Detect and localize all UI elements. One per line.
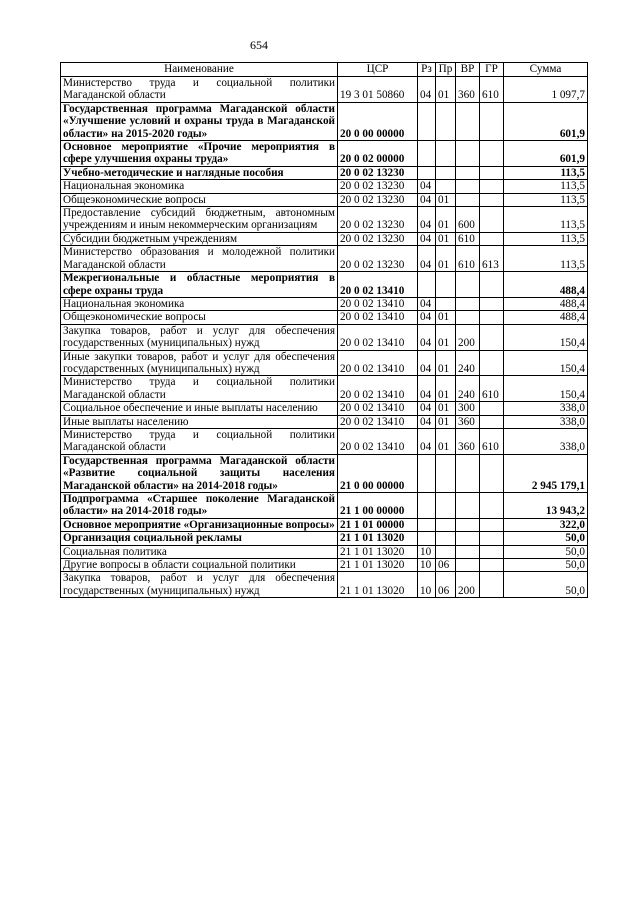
cell-pr: 01 [436,232,456,245]
cell-csr: 20 0 02 13230 [338,246,418,272]
cell-csr: 20 0 02 13230 [338,166,418,179]
cell-csr: 19 3 01 50860 [338,77,418,103]
cell-vr [456,518,480,531]
cell-vr: 360 [456,428,480,454]
cell-pr: 01 [436,350,456,376]
table-row [61,572,588,598]
cell-sum: 488,4 [504,272,588,298]
cell-pr [436,297,456,310]
cell-gr [480,272,504,298]
cell-gr [480,102,504,140]
cell-sum: 50,0 [504,532,588,545]
cell-pr [436,545,456,558]
cell-gr [480,141,504,167]
cell-sum: 150,4 [504,324,588,350]
cell-csr: 20 0 02 13410 [338,428,418,454]
cell-rz: 10 [418,572,436,598]
cell-gr [480,532,504,545]
table-row [61,428,588,454]
cell-name: Общеэкономические вопросы [61,193,338,206]
cell-sum: 1 097,7 [504,77,588,103]
cell-vr: 360 [456,415,480,428]
cell-gr: 613 [480,246,504,272]
cell-name: Подпрограмма «Старшее поколение Магаданской области» на 2014-2018 годы» [61,493,338,519]
cell-vr [456,141,480,167]
cell-pr [436,272,456,298]
cell-name: Государственная программа Магаданской области «Улучшение условий и охраны труда в Магаданской области» на 2015-2020 годы» [61,102,338,140]
header-vr: ВР [456,63,480,77]
cell-rz: 04 [418,246,436,272]
cell-rz [418,454,436,492]
cell-pr: 01 [436,77,456,103]
cell-name: Министерство труда и социальной политики Магаданской области [61,428,338,454]
cell-name: Закупка товаров, работ и услуг для обеспечения государственных (муниципальных) нужд [61,324,338,350]
cell-gr [480,311,504,324]
cell-csr: 20 0 02 00000 [338,141,418,167]
cell-name: Общеэкономические вопросы [61,311,338,324]
cell-rz [418,532,436,545]
cell-rz [418,141,436,167]
table-row [61,246,588,272]
table-row [61,207,588,233]
cell-gr [480,415,504,428]
cell-rz: 04 [418,232,436,245]
cell-sum: 322,0 [504,518,588,531]
cell-rz [418,518,436,531]
cell-gr [480,166,504,179]
cell-csr: 21 1 01 13020 [338,545,418,558]
cell-name: Иные закупки товаров, работ и услуг для обеспечения государственных (муниципальных) нужд [61,350,338,376]
cell-sum: 338,0 [504,415,588,428]
cell-vr [456,193,480,206]
cell-vr: 610 [456,246,480,272]
cell-name: Субсидии бюджетным учреждениям [61,232,338,245]
table-row [61,493,588,519]
cell-vr: 360 [456,77,480,103]
cell-vr: 610 [456,232,480,245]
cell-pr: 01 [436,324,456,350]
cell-name: Национальная экономика [61,297,338,310]
cell-csr: 20 0 02 13410 [338,402,418,415]
cell-gr [480,297,504,310]
cell-pr [436,532,456,545]
cell-vr [456,493,480,519]
cell-csr: 20 0 02 13230 [338,180,418,193]
cell-sum: 113,5 [504,207,588,233]
budget-table [60,62,588,598]
cell-vr [456,532,480,545]
cell-name: Межрегиональные и областные мероприятия в сфере охраны труда [61,272,338,298]
cell-csr: 21 1 01 13020 [338,559,418,572]
cell-name: Другие вопросы в области социальной политики [61,559,338,572]
cell-gr [480,232,504,245]
cell-sum: 601,9 [504,141,588,167]
cell-sum: 601,9 [504,102,588,140]
cell-csr: 20 0 02 13410 [338,272,418,298]
cell-gr [480,193,504,206]
cell-vr: 600 [456,207,480,233]
cell-sum: 113,5 [504,180,588,193]
cell-vr: 240 [456,376,480,402]
cell-rz: 10 [418,545,436,558]
cell-pr: 01 [436,207,456,233]
cell-rz [418,102,436,140]
cell-rz: 04 [418,376,436,402]
cell-pr [436,166,456,179]
cell-rz: 04 [418,324,436,350]
cell-vr [456,180,480,193]
table-header-row [61,63,588,77]
cell-csr: 20 0 02 13410 [338,376,418,402]
cell-rz: 04 [418,350,436,376]
cell-csr: 21 1 01 13020 [338,572,418,598]
cell-name: Организация социальной рекламы [61,532,338,545]
cell-name: Государственная программа Магаданской области «Развитие социальной защиты населения Магаданской области» на 2014-2018 годы» [61,454,338,492]
cell-sum: 488,4 [504,297,588,310]
header-rz: Рз [418,63,436,77]
cell-vr [456,545,480,558]
cell-csr: 20 0 02 13410 [338,415,418,428]
cell-rz: 04 [418,180,436,193]
table-row [61,454,588,492]
cell-sum: 150,4 [504,350,588,376]
table-row [61,532,588,545]
cell-sum: 150,4 [504,376,588,402]
cell-pr [436,141,456,167]
cell-pr [436,493,456,519]
header-gr: ГР [480,63,504,77]
cell-vr [456,454,480,492]
cell-pr: 01 [436,246,456,272]
cell-vr [456,272,480,298]
cell-pr: 01 [436,402,456,415]
table-row [61,272,588,298]
cell-name: Министерство труда и социальной политики Магаданской области [61,376,338,402]
cell-rz: 04 [418,297,436,310]
cell-name: Основное мероприятие «Прочие мероприятия в сфере улучшения охраны труда» [61,141,338,167]
cell-vr [456,297,480,310]
cell-rz [418,166,436,179]
cell-sum: 338,0 [504,428,588,454]
cell-pr [436,102,456,140]
cell-sum: 488,4 [504,311,588,324]
table-row [61,311,588,324]
cell-name: Закупка товаров, работ и услуг для обеспечения государственных (муниципальных) нужд [61,572,338,598]
cell-rz: 04 [418,428,436,454]
cell-rz: 04 [418,207,436,233]
cell-name: Национальная экономика [61,180,338,193]
cell-vr: 200 [456,324,480,350]
cell-rz: 04 [418,77,436,103]
cell-sum: 50,0 [504,559,588,572]
cell-rz: 04 [418,415,436,428]
cell-vr: 200 [456,572,480,598]
table-row [61,193,588,206]
cell-name: Социальное обеспечение и иные выплаты населению [61,402,338,415]
table-row [61,350,588,376]
header-csr: ЦСР [338,63,418,77]
cell-gr [480,559,504,572]
cell-pr [436,454,456,492]
cell-vr [456,559,480,572]
cell-gr [480,180,504,193]
cell-csr: 21 1 01 13020 [338,532,418,545]
table-row [61,232,588,245]
cell-pr [436,180,456,193]
cell-vr [456,166,480,179]
cell-gr [480,207,504,233]
cell-csr: 20 0 02 13230 [338,232,418,245]
cell-pr: 01 [436,428,456,454]
cell-rz: 04 [418,402,436,415]
cell-csr: 20 0 02 13410 [338,324,418,350]
cell-rz [418,493,436,519]
table-row [61,141,588,167]
table-row [61,166,588,179]
cell-csr: 20 0 00 00000 [338,102,418,140]
cell-gr [480,402,504,415]
cell-gr [480,324,504,350]
cell-csr: 20 0 02 13410 [338,311,418,324]
cell-sum: 50,0 [504,572,588,598]
table-row [61,415,588,428]
cell-gr: 610 [480,77,504,103]
cell-pr: 01 [436,376,456,402]
cell-pr: 01 [436,311,456,324]
cell-gr: 610 [480,428,504,454]
cell-vr [456,311,480,324]
cell-name: Министерство труда и социальной политики Магаданской области [61,77,338,103]
table-row [61,559,588,572]
cell-gr [480,545,504,558]
cell-gr: 610 [480,376,504,402]
cell-csr: 20 0 02 13410 [338,297,418,310]
table-row [61,545,588,558]
cell-sum: 113,5 [504,166,588,179]
cell-name: Основное мероприятие «Организационные вопросы» [61,518,338,531]
cell-vr: 300 [456,402,480,415]
cell-name: Учебно-методические и наглядные пособия [61,166,338,179]
header-pr: Пр [436,63,456,77]
cell-name: Предоставление субсидий бюджетным, автономным учреждениям и иным некоммерческим организациям [61,207,338,233]
cell-csr: 21 1 00 00000 [338,493,418,519]
table-row [61,376,588,402]
cell-gr [480,350,504,376]
cell-pr [436,518,456,531]
cell-rz: 04 [418,311,436,324]
cell-sum: 2 945 179,1 [504,454,588,492]
cell-name: Иные выплаты населению [61,415,338,428]
table-row [61,324,588,350]
cell-sum: 13 943,2 [504,493,588,519]
cell-rz [418,272,436,298]
cell-pr: 06 [436,572,456,598]
cell-vr [456,102,480,140]
cell-sum: 113,5 [504,246,588,272]
header-sum: Сумма [504,63,588,77]
cell-gr [480,572,504,598]
header-name: Наименование [61,63,338,77]
cell-sum: 113,5 [504,193,588,206]
cell-sum: 50,0 [504,545,588,558]
cell-csr: 20 0 02 13410 [338,350,418,376]
cell-pr: 01 [436,193,456,206]
cell-csr: 20 0 02 13230 [338,193,418,206]
cell-rz: 04 [418,193,436,206]
table-row [61,180,588,193]
cell-csr: 20 0 02 13230 [338,207,418,233]
table-row [61,77,588,103]
cell-gr [480,518,504,531]
cell-rz: 10 [418,559,436,572]
cell-sum: 338,0 [504,402,588,415]
cell-csr: 21 0 00 00000 [338,454,418,492]
cell-vr: 240 [456,350,480,376]
cell-sum: 113,5 [504,232,588,245]
table-row [61,402,588,415]
cell-pr: 06 [436,559,456,572]
cell-name: Министерство образования и молодежной политики Магаданской области [61,246,338,272]
table-body [61,77,588,598]
page-number: 654 [250,38,268,52]
cell-gr [480,493,504,519]
table-row [61,102,588,140]
cell-csr: 21 1 01 00000 [338,518,418,531]
cell-gr [480,454,504,492]
cell-pr: 01 [436,415,456,428]
cell-name: Социальная политика [61,545,338,558]
table-row [61,297,588,310]
table-row [61,518,588,531]
